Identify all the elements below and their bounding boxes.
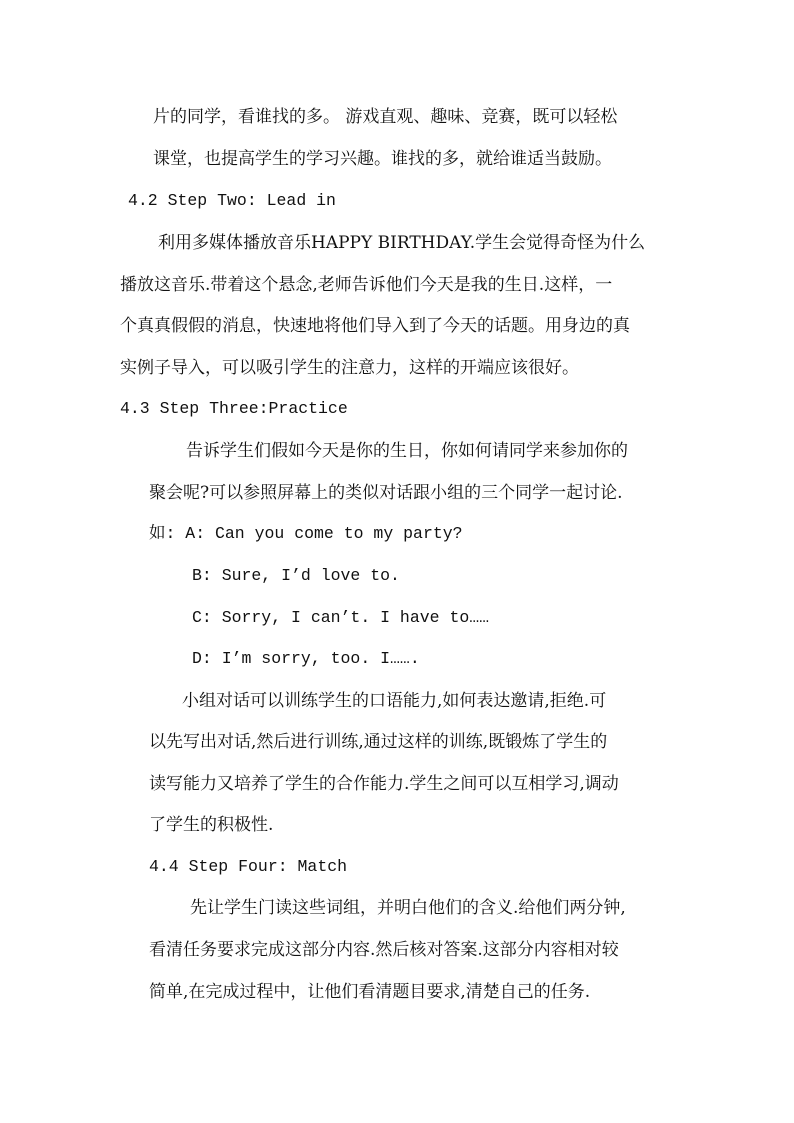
dialogue-line-a: 如: A: Can you come to my party? xyxy=(149,524,463,543)
paragraph-line: 小组对话可以训练学生的口语能力,如何表达邀请,拒绝.可 xyxy=(182,691,607,711)
paragraph-line: 实例子导入，可以吸引学生的注意力，这样的开端应该很好。 xyxy=(120,358,579,378)
paragraph-line: 片的同学，看谁找的多。 游戏直观、趣味、竞赛，既可以轻松 xyxy=(153,107,618,127)
section-heading-step-three: 4.3 Step Three:Practice xyxy=(120,399,348,418)
paragraph-line: 了学生的积极性. xyxy=(149,815,274,835)
paragraph-line: 先让学生门读这些词组，并明白他们的含义.给他们两分钟, xyxy=(190,898,626,918)
paragraph-line: 告诉学生们假如今天是你的生日，你如何请同学来参加你的 xyxy=(186,441,628,461)
section-heading-step-four: 4.4 Step Four: Match xyxy=(149,857,348,876)
dialogue-line-d: D: I’m sorry, too. I……. xyxy=(192,649,420,668)
paragraph-line: 简单,在完成过程中，让他们看清题目要求,清楚自己的任务. xyxy=(149,982,591,1002)
paragraph-line: 利用多媒体播放音乐HAPPY BIRTHDAY.学生会觉得奇怪为什么 xyxy=(158,233,646,253)
paragraph-line: 个真真假假的消息，快速地将他们导入到了今天的话题。用身边的真 xyxy=(120,316,630,336)
dialogue-line-c: C: Sorry, I can’t. I have to…… xyxy=(192,608,490,627)
paragraph-line: 看清任务要求完成这部分内容.然后核对答案.这部分内容相对较 xyxy=(149,940,619,960)
paragraph-line: 课堂，也提高学生的学习兴趣。谁找的多，就给谁适当鼓励。 xyxy=(153,149,612,169)
dialogue-line-b: B: Sure, I’d love to. xyxy=(192,566,400,585)
section-heading-step-two: 4.2 Step Two: Lead in xyxy=(128,191,336,210)
paragraph-line: 读写能力又培养了学生的合作能力.学生之间可以互相学习,调动 xyxy=(149,774,619,794)
paragraph-line: 播放这音乐.带着这个悬念,老师告诉他们今天是我的生日.这样，一 xyxy=(120,275,613,295)
paragraph-line: 聚会呢?可以参照屏幕上的类似对话跟小组的三个同学一起讨论. xyxy=(149,483,623,503)
paragraph-line: 以先写出对话,然后进行训练,通过这样的训练,既锻炼了学生的 xyxy=(149,732,608,752)
